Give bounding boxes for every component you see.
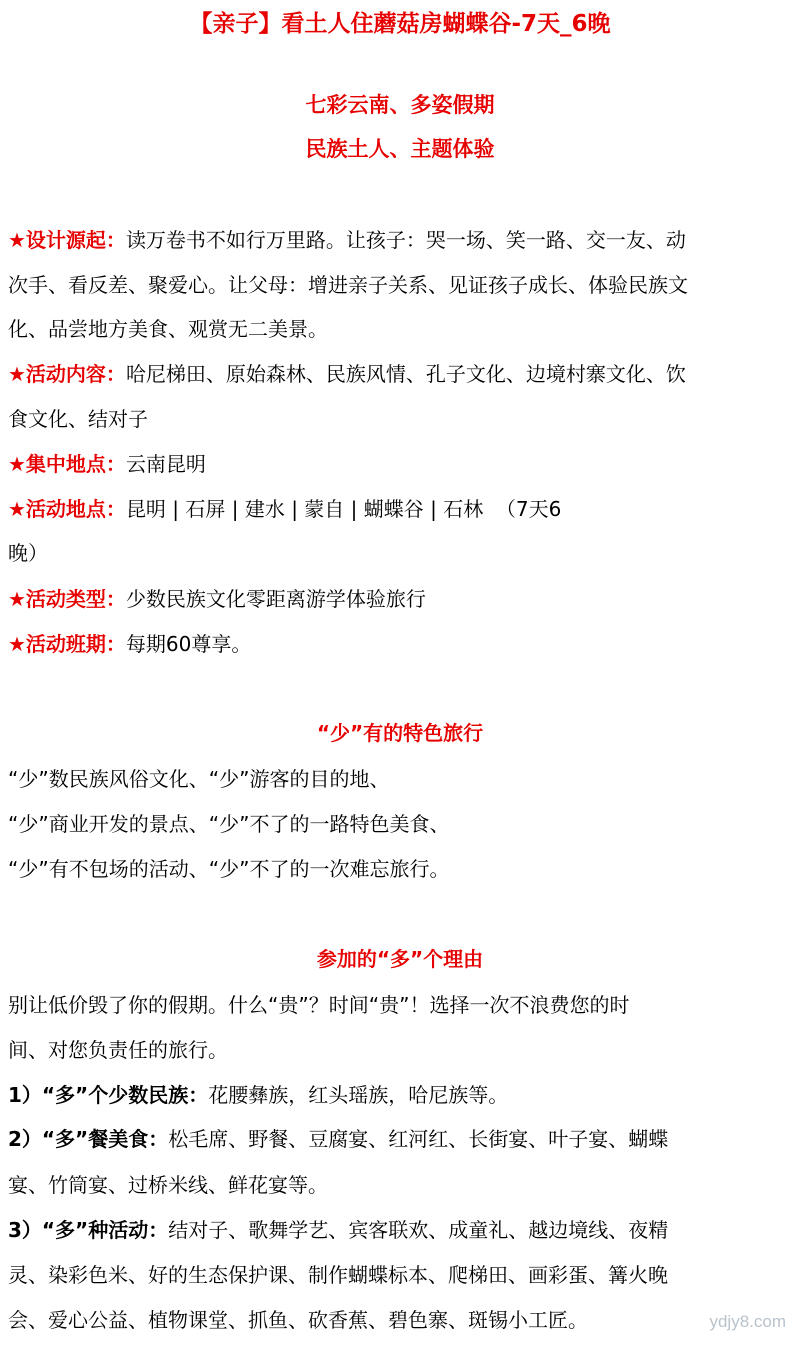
activity-content-line-1 bbox=[8, 359, 794, 389]
design-origin-line-2: 次手、看反差、聚爱心。让父母：增进亲子关系、见证孩子成长、体验民族文 bbox=[8, 273, 688, 297]
activity-place-text-1: 昆明 | 石屏 | 建水 | 蒙自 | 蝴蝶谷 | 石林 （7天6 bbox=[125, 497, 562, 521]
design-origin-line-1 bbox=[8, 225, 794, 255]
activity-content-label: ★活动内容： bbox=[8, 362, 126, 386]
section-few-heading: “少”有的特色旅行 bbox=[316, 721, 484, 745]
activity-place-label: ★活动地点： bbox=[8, 497, 126, 521]
activity-class-label: ★活动班期： bbox=[8, 632, 126, 656]
section-many-intro-2: 间、对您负责任的旅行。 bbox=[8, 1038, 228, 1062]
reason-2-line-1 bbox=[8, 1124, 794, 1154]
reason-2-line-2: 宴、竹筒宴、过桥米线、鲜花宴等。 bbox=[8, 1173, 328, 1197]
section-many-heading: 参加的“多”个理由 bbox=[316, 947, 484, 971]
design-origin-line-3: 化、品尝地方美食、观赏无二美景。 bbox=[8, 317, 328, 341]
reason-1-label: 1）“多”个少数民族： bbox=[8, 1083, 209, 1107]
reason-3-line-3: 会、爱心公益、植物课堂、抓鱼、砍香蕉、碧色寨、斑锡小工匠。 bbox=[8, 1308, 588, 1332]
activity-type-line bbox=[8, 584, 794, 614]
reason-2-label: 2）“多”餐美食： bbox=[8, 1127, 169, 1151]
reason-1-value: 花腰彝族，红头瑶族，哈尼族等。 bbox=[208, 1083, 509, 1107]
section-few-line-2: “少”商业开发的景点、“少”不了的一路特色美食、 bbox=[8, 812, 450, 836]
gather-place-label: ★集中地点： bbox=[8, 452, 126, 476]
activity-content-line-2: 食文化、结对子 bbox=[8, 407, 148, 431]
activity-type-label: ★活动类型： bbox=[8, 587, 126, 611]
reason-3-text-1: 结对子、歌舞学艺、宾客联欢、成童礼、越边境线、夜精 bbox=[168, 1218, 669, 1242]
section-few-line-1: “少”数民族风俗文化、“少”游客的目的地、 bbox=[8, 767, 390, 791]
reason-3-line-1 bbox=[8, 1215, 794, 1245]
subtitle-2: 民族土人、主题体验 bbox=[305, 137, 495, 161]
section-few-line-3: “少”有不包场的活动、“少”不了的一次难忘旅行。 bbox=[8, 857, 450, 881]
reason-3-line-2: 灵、染彩色米、好的生态保护课、制作蝴蝶标本、爬梯田、画彩蛋、篝火晚 bbox=[8, 1263, 668, 1287]
activity-type-value: 少数民族文化零距离游学体验旅行 bbox=[125, 587, 426, 611]
activity-place-line-2: 晚） bbox=[8, 541, 48, 565]
subtitle-1: 七彩云南、多姿假期 bbox=[305, 93, 495, 117]
activity-class-value: 每期60尊享。 bbox=[125, 632, 252, 656]
gather-place-line bbox=[8, 449, 794, 479]
reason-2-text-1: 松毛席、野餐、豆腐宴、红河红、长街宴、叶子宴、蝴蝶 bbox=[168, 1127, 669, 1151]
activity-content-text-1: 哈尼梯田、原始森林、民族风情、孔子文化、边境村寨文化、饮 bbox=[125, 362, 686, 386]
section-many-intro-1: 别让低价毁了你的假期。什么“贵”？时间“贵”！选择一次不浪费您的时 bbox=[8, 993, 630, 1017]
reason-1-line bbox=[8, 1080, 794, 1110]
site-watermark: ydjy8.com bbox=[709, 1312, 786, 1331]
page-title: 【亲子】看土人住蘑菇房蝴蝶谷-7天_6晚 bbox=[189, 11, 611, 37]
design-origin-text-1: 读万卷书不如行万里路。让孩子：哭一场、笑一路、交一友、动 bbox=[125, 228, 686, 252]
gather-place-value: 云南昆明 bbox=[125, 452, 206, 476]
activity-class-line bbox=[8, 629, 794, 659]
activity-place-line-1 bbox=[8, 494, 794, 524]
design-origin-label: ★设计源起： bbox=[8, 228, 126, 252]
reason-3-label: 3）“多”种活动： bbox=[8, 1218, 169, 1242]
